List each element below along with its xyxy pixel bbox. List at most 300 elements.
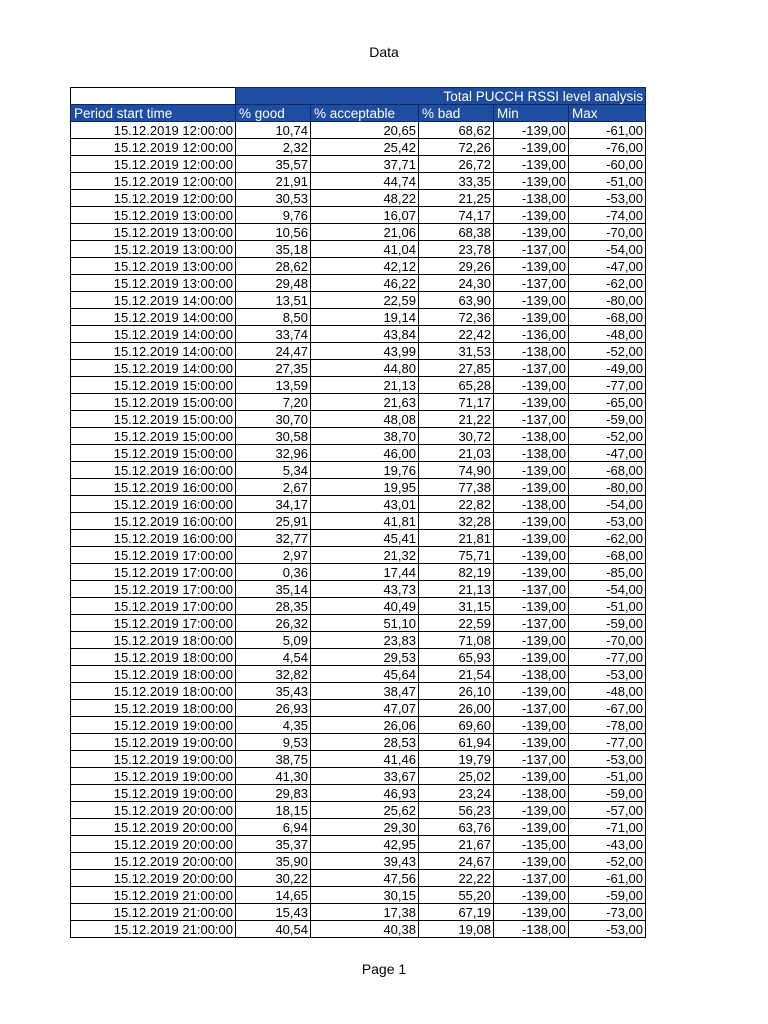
table-cell: -139,00 (494, 649, 569, 666)
table-cell: -137,00 (494, 870, 569, 887)
table-cell: 35,43 (236, 683, 311, 700)
table-cell: 15.12.2019 15:00:00 (71, 445, 236, 462)
table-cell: 15.12.2019 20:00:00 (71, 836, 236, 853)
table-cell: 15.12.2019 20:00:00 (71, 819, 236, 836)
table-cell: 28,35 (236, 598, 311, 615)
table-row (71, 394, 646, 411)
table-cell: 15.12.2019 19:00:00 (71, 717, 236, 734)
table-cell: 15.12.2019 19:00:00 (71, 751, 236, 768)
table-cell: -139,00 (494, 530, 569, 547)
table-cell: -47,00 (569, 445, 646, 462)
table-cell: 34,17 (236, 496, 311, 513)
table-cell: -57,00 (569, 802, 646, 819)
table-cell: 56,23 (419, 802, 494, 819)
table-cell: 42,95 (311, 836, 419, 853)
table-cell: 74,90 (419, 462, 494, 479)
table-cell: 40,49 (311, 598, 419, 615)
table-cell: -138,00 (494, 496, 569, 513)
table-row (71, 445, 646, 462)
table-cell: -139,00 (494, 122, 569, 139)
table-cell: -139,00 (494, 156, 569, 173)
table-cell: 72,26 (419, 139, 494, 156)
table-cell: 15.12.2019 13:00:00 (71, 224, 236, 241)
table-cell: 15.12.2019 15:00:00 (71, 394, 236, 411)
table-cell: 31,15 (419, 598, 494, 615)
table-cell: -52,00 (569, 428, 646, 445)
table-row (71, 547, 646, 564)
table-cell: 16,07 (311, 207, 419, 224)
table-cell: 68,62 (419, 122, 494, 139)
table-cell: 71,08 (419, 632, 494, 649)
table-cell: 15.12.2019 20:00:00 (71, 853, 236, 870)
table-cell: -53,00 (569, 190, 646, 207)
table-cell: 46,22 (311, 275, 419, 292)
table-cell: -51,00 (569, 173, 646, 190)
table-cell: 7,20 (236, 394, 311, 411)
table-cell: 46,00 (311, 445, 419, 462)
table-cell: 21,06 (311, 224, 419, 241)
table-cell: 15.12.2019 19:00:00 (71, 734, 236, 751)
table-cell: -59,00 (569, 785, 646, 802)
table-cell: 15.12.2019 13:00:00 (71, 207, 236, 224)
table-cell: -68,00 (569, 462, 646, 479)
table-cell: 41,81 (311, 513, 419, 530)
table-cell: 47,07 (311, 700, 419, 717)
table-cell: 32,77 (236, 530, 311, 547)
table-cell: -62,00 (569, 275, 646, 292)
table-cell: -53,00 (569, 666, 646, 683)
table-cell: 43,99 (311, 343, 419, 360)
table-row (71, 632, 646, 649)
table-cell: -138,00 (494, 785, 569, 802)
table-cell: 15.12.2019 18:00:00 (71, 683, 236, 700)
column-header: Max (569, 105, 646, 122)
table-row (71, 139, 646, 156)
table-cell: 19,08 (419, 921, 494, 938)
table-cell: 28,62 (236, 258, 311, 275)
table-row (71, 530, 646, 547)
table-cell: 15.12.2019 20:00:00 (71, 870, 236, 887)
table-row (71, 122, 646, 139)
table-cell: -51,00 (569, 598, 646, 615)
table-cell: -135,00 (494, 836, 569, 853)
table-row (71, 326, 646, 343)
table-row (71, 870, 646, 887)
table-cell: 15.12.2019 12:00:00 (71, 122, 236, 139)
column-header: Period start time (71, 105, 236, 122)
table-cell: 45,64 (311, 666, 419, 683)
table-row (71, 224, 646, 241)
table-cell: -48,00 (569, 683, 646, 700)
table-cell: -77,00 (569, 649, 646, 666)
table-cell: 15.12.2019 16:00:00 (71, 530, 236, 547)
table-cell: 25,42 (311, 139, 419, 156)
table-cell: 4,54 (236, 649, 311, 666)
table-row (71, 700, 646, 717)
table-cell: 19,76 (311, 462, 419, 479)
table-cell: -54,00 (569, 496, 646, 513)
table-cell: 21,54 (419, 666, 494, 683)
table-cell: -139,00 (494, 632, 569, 649)
table-row (71, 717, 646, 734)
table-cell: 46,93 (311, 785, 419, 802)
group-header-blank-cell (71, 88, 236, 105)
table-cell: 10,56 (236, 224, 311, 241)
table-cell: 15.12.2019 18:00:00 (71, 632, 236, 649)
document-title: Data (369, 44, 399, 60)
table-cell: 8,50 (236, 309, 311, 326)
table-cell: 6,94 (236, 819, 311, 836)
table-cell: 61,94 (419, 734, 494, 751)
table-body (71, 122, 646, 938)
table-cell: 22,59 (311, 292, 419, 309)
table-cell: -138,00 (494, 921, 569, 938)
table-cell: 21,32 (311, 547, 419, 564)
table-cell: 23,24 (419, 785, 494, 802)
table-cell: 75,71 (419, 547, 494, 564)
table-cell: 15.12.2019 14:00:00 (71, 360, 236, 377)
table-cell: 48,08 (311, 411, 419, 428)
table-cell: 30,72 (419, 428, 494, 445)
table-row (71, 190, 646, 207)
table-cell: 63,76 (419, 819, 494, 836)
table-cell: -139,00 (494, 734, 569, 751)
table-cell: 43,84 (311, 326, 419, 343)
group-header-label: Total PUCCH RSSI level analysis (236, 88, 646, 105)
table-cell: -139,00 (494, 717, 569, 734)
table-cell: 21,22 (419, 411, 494, 428)
table-cell: -139,00 (494, 768, 569, 785)
table-cell: -139,00 (494, 207, 569, 224)
table-row (71, 207, 646, 224)
table-cell: -74,00 (569, 207, 646, 224)
table-cell: 33,67 (311, 768, 419, 785)
table-cell: 21,81 (419, 530, 494, 547)
table-cell: 29,48 (236, 275, 311, 292)
table-cell: 41,46 (311, 751, 419, 768)
table-cell: 21,13 (311, 377, 419, 394)
column-header: % acceptable (311, 105, 419, 122)
table-row (71, 462, 646, 479)
table-cell: -54,00 (569, 241, 646, 258)
table-cell: -85,00 (569, 564, 646, 581)
table-cell: 15.12.2019 16:00:00 (71, 513, 236, 530)
table-cell: 15.12.2019 17:00:00 (71, 598, 236, 615)
table-row (71, 615, 646, 632)
table-cell: -136,00 (494, 326, 569, 343)
table-cell: 21,03 (419, 445, 494, 462)
table-cell: 2,32 (236, 139, 311, 156)
table-cell: -43,00 (569, 836, 646, 853)
table-row (71, 751, 646, 768)
table-cell: 26,93 (236, 700, 311, 717)
table-cell: 5,09 (236, 632, 311, 649)
table-cell: -139,00 (494, 377, 569, 394)
table-cell: -53,00 (569, 513, 646, 530)
table-cell: 26,32 (236, 615, 311, 632)
table-cell: 25,02 (419, 768, 494, 785)
table-cell: -138,00 (494, 428, 569, 445)
table-cell: 26,06 (311, 717, 419, 734)
table-cell: 26,10 (419, 683, 494, 700)
table-cell: -139,00 (494, 462, 569, 479)
table-cell: -49,00 (569, 360, 646, 377)
table-row (71, 666, 646, 683)
table-row (71, 292, 646, 309)
table-cell: 15.12.2019 21:00:00 (71, 904, 236, 921)
table-row (71, 768, 646, 785)
table-cell: 32,82 (236, 666, 311, 683)
table-row (71, 836, 646, 853)
table-row (71, 411, 646, 428)
table-cell: 43,73 (311, 581, 419, 598)
table-cell: 38,47 (311, 683, 419, 700)
table-cell: 19,79 (419, 751, 494, 768)
table-row (71, 343, 646, 360)
table-cell: 15.12.2019 18:00:00 (71, 666, 236, 683)
table-cell: 33,35 (419, 173, 494, 190)
table-cell: 21,13 (419, 581, 494, 598)
table-cell: -61,00 (569, 122, 646, 139)
column-header-row (71, 105, 646, 122)
table-cell: -76,00 (569, 139, 646, 156)
table-cell: 65,93 (419, 649, 494, 666)
table-cell: -77,00 (569, 377, 646, 394)
table-cell: 15.12.2019 16:00:00 (71, 496, 236, 513)
table-cell: -139,00 (494, 173, 569, 190)
table-cell: 45,41 (311, 530, 419, 547)
table-cell: 2,67 (236, 479, 311, 496)
column-header: % bad (419, 105, 494, 122)
table-cell: 38,75 (236, 751, 311, 768)
table-cell: 17,44 (311, 564, 419, 581)
table-row (71, 802, 646, 819)
table-cell: 69,60 (419, 717, 494, 734)
table-cell: -139,00 (494, 802, 569, 819)
table-cell: 20,65 (311, 122, 419, 139)
table-row (71, 275, 646, 292)
table-cell: 23,83 (311, 632, 419, 649)
table-cell: 25,62 (311, 802, 419, 819)
table-cell: 24,30 (419, 275, 494, 292)
table-cell: -139,00 (494, 683, 569, 700)
table-row (71, 734, 646, 751)
table-cell: 30,15 (311, 887, 419, 904)
table-cell: -52,00 (569, 343, 646, 360)
table-cell: -78,00 (569, 717, 646, 734)
table-cell: 15.12.2019 12:00:00 (71, 190, 236, 207)
table-row (71, 377, 646, 394)
table-cell: -59,00 (569, 411, 646, 428)
table-cell: 15.12.2019 14:00:00 (71, 309, 236, 326)
table-cell: 15.12.2019 19:00:00 (71, 768, 236, 785)
table-cell: 13,51 (236, 292, 311, 309)
table-cell: -77,00 (569, 734, 646, 751)
table-cell: 44,74 (311, 173, 419, 190)
table-row (71, 564, 646, 581)
table-cell: 15.12.2019 13:00:00 (71, 258, 236, 275)
table-cell: 30,58 (236, 428, 311, 445)
table-cell: -68,00 (569, 309, 646, 326)
table-cell: 23,78 (419, 241, 494, 258)
table-cell: 15.12.2019 14:00:00 (71, 343, 236, 360)
table-cell: -137,00 (494, 241, 569, 258)
table-cell: 37,71 (311, 156, 419, 173)
table-cell: 10,74 (236, 122, 311, 139)
table-cell: -62,00 (569, 530, 646, 547)
table-cell: 42,12 (311, 258, 419, 275)
table-cell: 28,53 (311, 734, 419, 751)
table-cell: -139,00 (494, 292, 569, 309)
table-cell: -138,00 (494, 190, 569, 207)
table-cell: -53,00 (569, 921, 646, 938)
table-cell: -139,00 (494, 598, 569, 615)
table-cell: 15.12.2019 14:00:00 (71, 292, 236, 309)
column-header: Min (494, 105, 569, 122)
table-row (71, 241, 646, 258)
table-cell: 5,34 (236, 462, 311, 479)
table-cell: -137,00 (494, 360, 569, 377)
table-cell: 35,37 (236, 836, 311, 853)
table-cell: 15.12.2019 17:00:00 (71, 564, 236, 581)
table-cell: 33,74 (236, 326, 311, 343)
table-row (71, 581, 646, 598)
table-row (71, 904, 646, 921)
table-cell: -52,00 (569, 853, 646, 870)
table-cell: 22,42 (419, 326, 494, 343)
group-header-row (71, 88, 646, 105)
table-cell: -139,00 (494, 258, 569, 275)
table-row (71, 819, 646, 836)
table-cell: 29,53 (311, 649, 419, 666)
table-cell: 71,17 (419, 394, 494, 411)
table-row (71, 683, 646, 700)
table-cell: -138,00 (494, 343, 569, 360)
table-cell: -139,00 (494, 904, 569, 921)
table-cell: 24,47 (236, 343, 311, 360)
table-cell: 72,36 (419, 309, 494, 326)
table-cell: 15.12.2019 18:00:00 (71, 649, 236, 666)
table-cell: -70,00 (569, 632, 646, 649)
table-cell: -139,00 (494, 887, 569, 904)
table-cell: -139,00 (494, 564, 569, 581)
table-row (71, 156, 646, 173)
table-cell: -70,00 (569, 224, 646, 241)
table-cell: 9,53 (236, 734, 311, 751)
table-cell: -137,00 (494, 411, 569, 428)
table-cell: 15.12.2019 16:00:00 (71, 462, 236, 479)
table-row (71, 887, 646, 904)
table-cell: 29,26 (419, 258, 494, 275)
table-cell: 0,36 (236, 564, 311, 581)
table-cell: -138,00 (494, 666, 569, 683)
table-cell: -61,00 (569, 870, 646, 887)
table-cell: 26,00 (419, 700, 494, 717)
table-cell: -138,00 (494, 445, 569, 462)
table-cell: -73,00 (569, 904, 646, 921)
table-cell: 15.12.2019 12:00:00 (71, 173, 236, 190)
table-row (71, 513, 646, 530)
table-cell: -137,00 (494, 275, 569, 292)
table-cell: 32,28 (419, 513, 494, 530)
table-row (71, 785, 646, 802)
table-cell: 55,20 (419, 887, 494, 904)
table-cell: 25,91 (236, 513, 311, 530)
table-cell: 4,35 (236, 717, 311, 734)
table-cell: 47,56 (311, 870, 419, 887)
table-cell: -48,00 (569, 326, 646, 343)
table-cell: 74,17 (419, 207, 494, 224)
table-cell: 15.12.2019 12:00:00 (71, 139, 236, 156)
table-cell: 19,14 (311, 309, 419, 326)
table-cell: 15.12.2019 21:00:00 (71, 921, 236, 938)
table-cell: 15.12.2019 19:00:00 (71, 785, 236, 802)
table-cell: -59,00 (569, 887, 646, 904)
table-row (71, 479, 646, 496)
table-cell: -139,00 (494, 394, 569, 411)
table-cell: 29,83 (236, 785, 311, 802)
table-cell: -54,00 (569, 581, 646, 598)
table-row (71, 853, 646, 870)
table-row (71, 309, 646, 326)
table-cell: 15.12.2019 17:00:00 (71, 581, 236, 598)
table-cell: -139,00 (494, 513, 569, 530)
table-cell: 51,10 (311, 615, 419, 632)
table-cell: -139,00 (494, 547, 569, 564)
table-cell: 2,97 (236, 547, 311, 564)
table-row (71, 496, 646, 513)
table-cell: 13,59 (236, 377, 311, 394)
table-cell: 15.12.2019 15:00:00 (71, 411, 236, 428)
table-cell: 39,43 (311, 853, 419, 870)
table-cell: 15,43 (236, 904, 311, 921)
table-cell: 21,25 (419, 190, 494, 207)
table-cell: 15.12.2019 13:00:00 (71, 275, 236, 292)
table-cell: 15.12.2019 12:00:00 (71, 156, 236, 173)
data-table (70, 87, 646, 938)
table-row (71, 428, 646, 445)
table-cell: 21,63 (311, 394, 419, 411)
table-cell: 65,28 (419, 377, 494, 394)
table-cell: 15.12.2019 16:00:00 (71, 479, 236, 496)
table-cell: -47,00 (569, 258, 646, 275)
table-cell: 41,30 (236, 768, 311, 785)
table-cell: -59,00 (569, 615, 646, 632)
table-cell: 15.12.2019 13:00:00 (71, 241, 236, 258)
table-cell: 77,38 (419, 479, 494, 496)
table-cell: 40,54 (236, 921, 311, 938)
table-cell: 40,38 (311, 921, 419, 938)
table-cell: 30,70 (236, 411, 311, 428)
table-cell: 14,65 (236, 887, 311, 904)
table-cell: 22,22 (419, 870, 494, 887)
table-cell: -67,00 (569, 700, 646, 717)
table-cell: -65,00 (569, 394, 646, 411)
table-cell: 30,22 (236, 870, 311, 887)
column-header: % good (236, 105, 311, 122)
table-cell: 30,53 (236, 190, 311, 207)
table-cell: 35,90 (236, 853, 311, 870)
table-cell: 15.12.2019 14:00:00 (71, 326, 236, 343)
table-cell: -139,00 (494, 479, 569, 496)
table-cell: 21,91 (236, 173, 311, 190)
table-cell: -53,00 (569, 751, 646, 768)
table-row (71, 649, 646, 666)
table-cell: -80,00 (569, 292, 646, 309)
table-cell: 15.12.2019 15:00:00 (71, 377, 236, 394)
table-cell: -139,00 (494, 139, 569, 156)
table-cell: -80,00 (569, 479, 646, 496)
